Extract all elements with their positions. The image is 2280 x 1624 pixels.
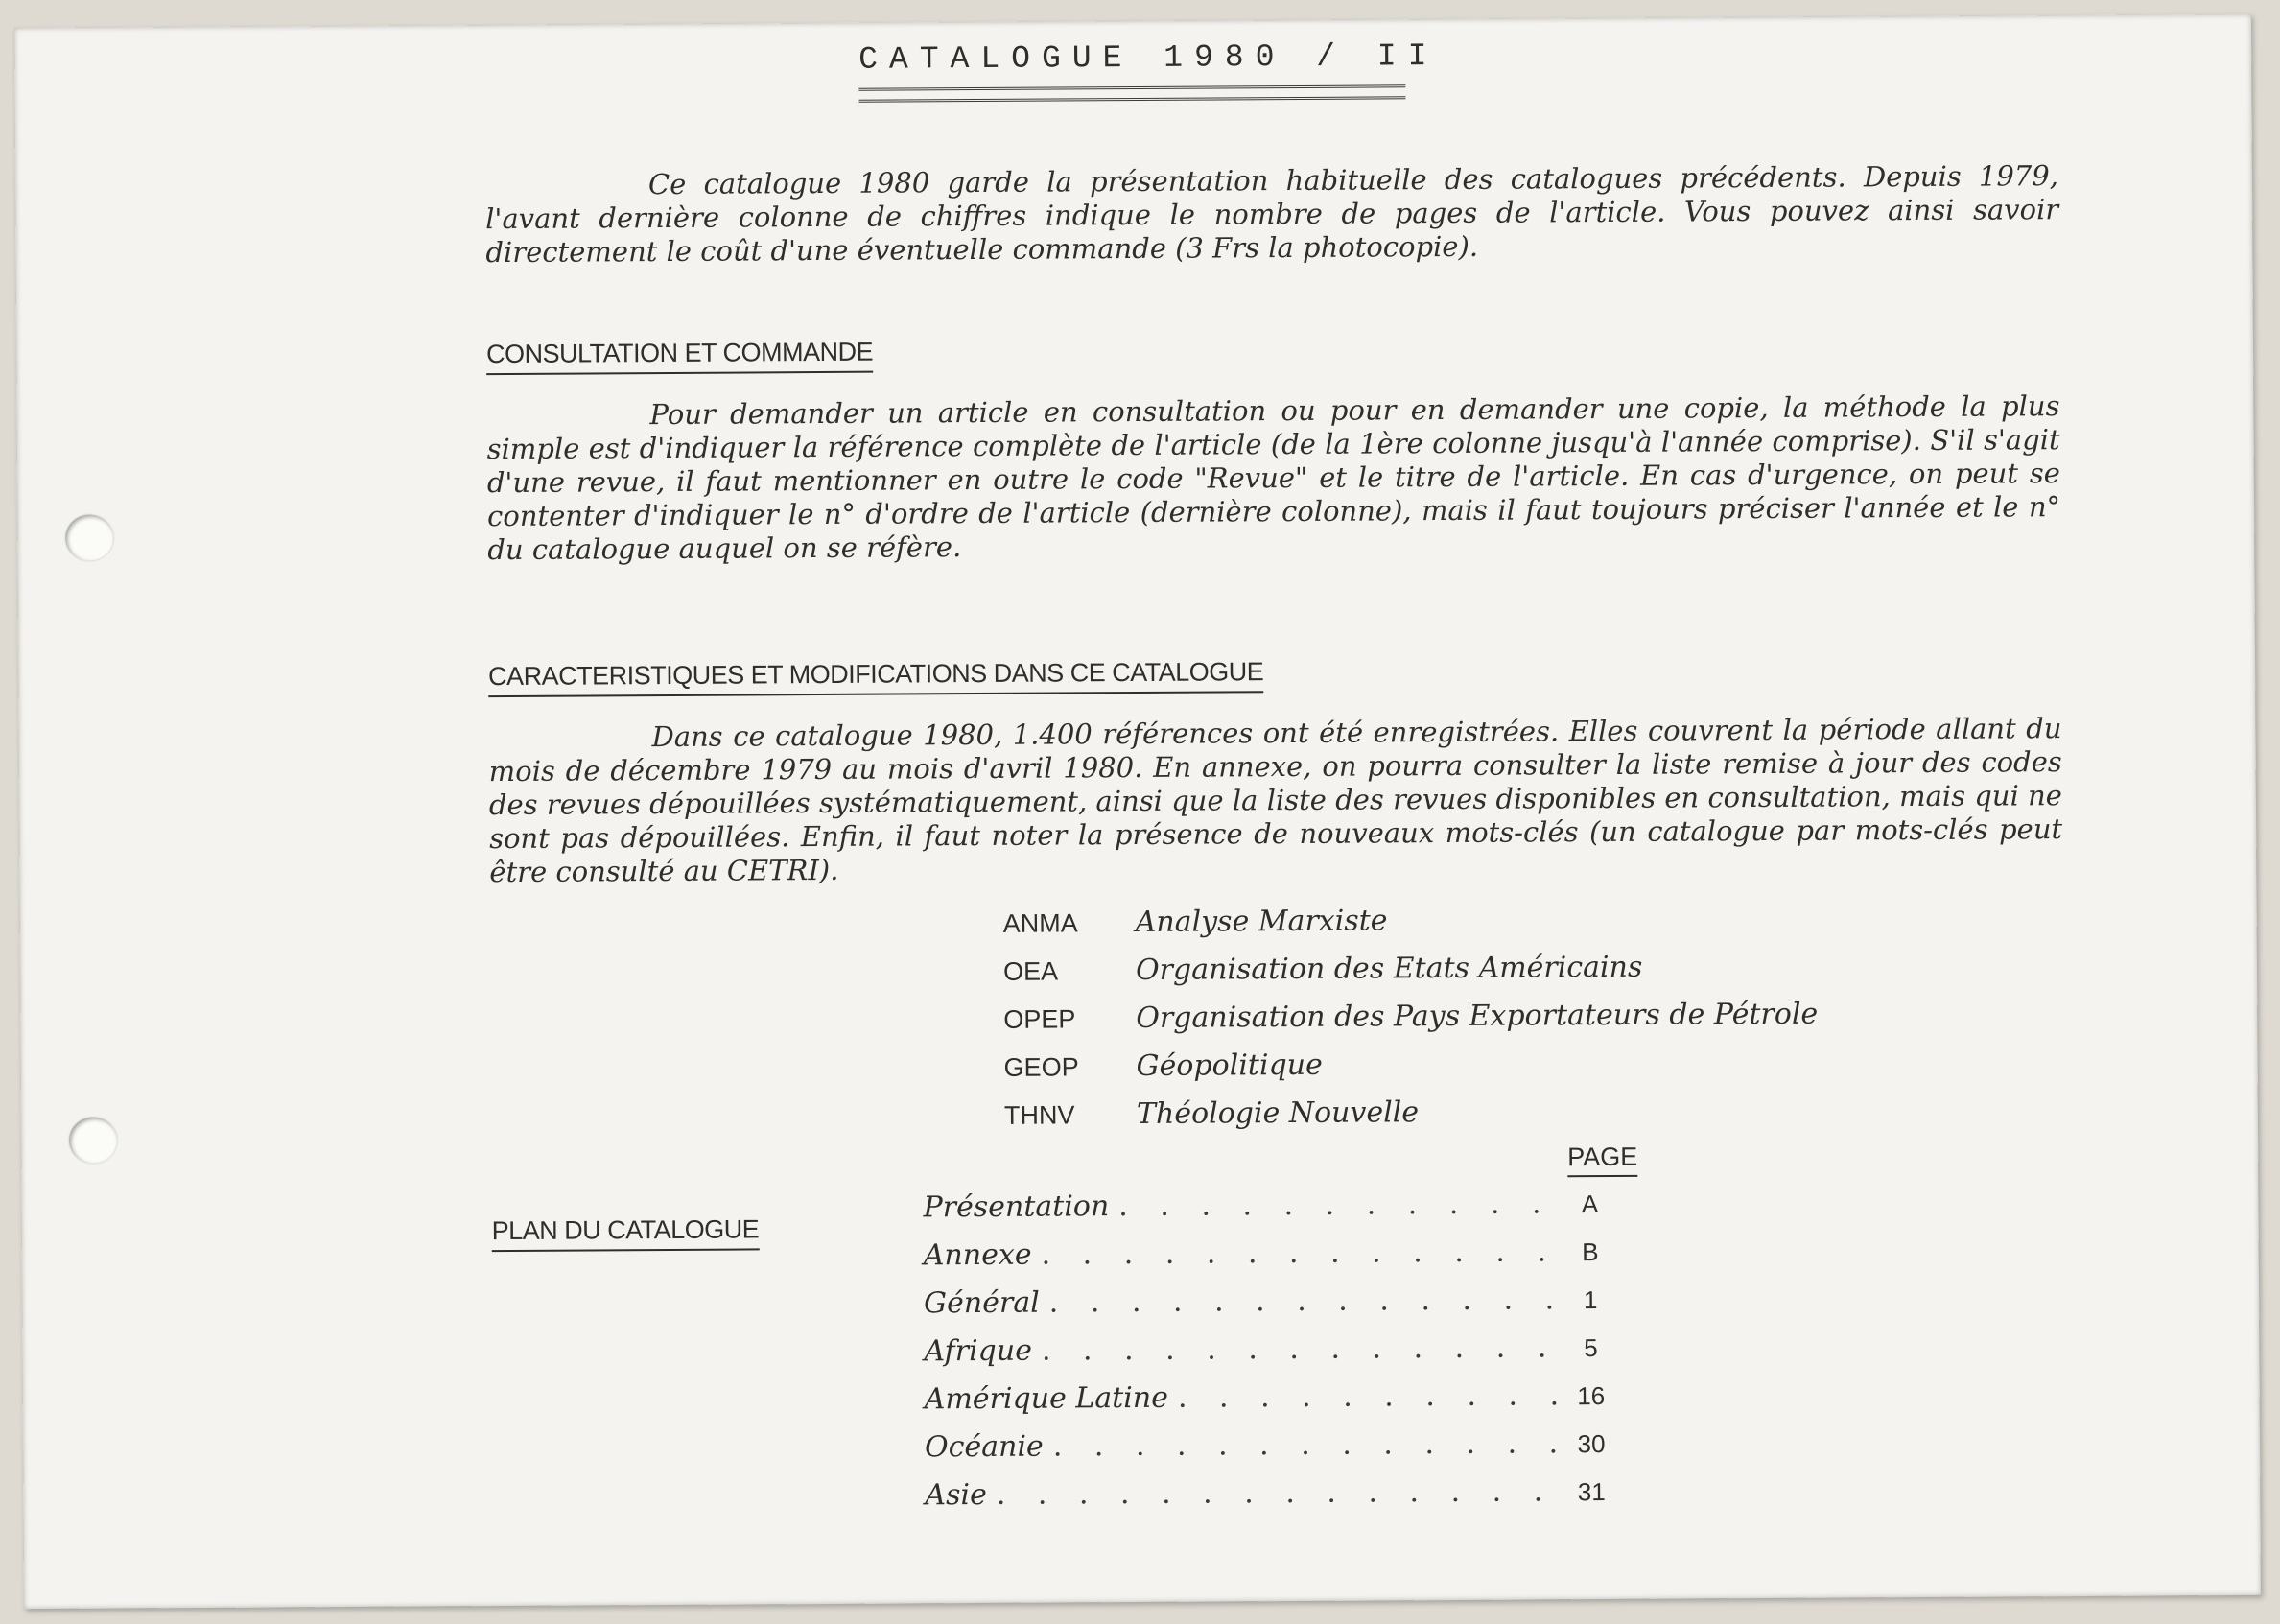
leader-dots (987, 1474, 1568, 1512)
plan-heading: PLAN DU CATALOGUE (492, 1214, 760, 1252)
plan-list (923, 1187, 1615, 1526)
keyword-code: ANMA (1002, 908, 1078, 938)
plan-item (925, 1378, 1615, 1430)
plan-item-label: Annexe (923, 1237, 1032, 1273)
plan-item-label: Afrique (924, 1333, 1033, 1369)
plan-page-column-header: PAGE (1567, 1142, 1637, 1177)
plan-item (924, 1283, 1614, 1334)
plan-item-page: A (1581, 1189, 1599, 1219)
leader-dots (1109, 1187, 1565, 1223)
binder-hole-bottom (69, 1118, 117, 1164)
plan-item-label: Présentation (923, 1189, 1110, 1225)
keyword-label: Théologie Nouvelle (1136, 1095, 1420, 1132)
keyword-code: THNV (1003, 1100, 1075, 1130)
caracteristiques-heading: CARACTERISTIQUES ET MODIFICATIONS DANS CE CATALOGUE (488, 657, 1263, 697)
plan-item-page: 30 (1577, 1429, 1606, 1459)
leader-dots (1044, 1426, 1567, 1463)
plan-item-page: 16 (1577, 1381, 1606, 1411)
keyword-item (1003, 902, 1818, 954)
page-title: CATALOGUE 1980 / II (858, 38, 1439, 78)
keyword-code: GEOP (1003, 1052, 1079, 1082)
leader-dots (1168, 1378, 1567, 1415)
keyword-item (1003, 998, 1818, 1050)
leader-dots (1040, 1283, 1567, 1319)
plan-item-label: Général (924, 1285, 1040, 1321)
plan-item (924, 1330, 1614, 1382)
intro-paragraph: Ce catalogue 1980 garde la présentation habituelle des catalogues précédents. Depuis 1979, l'avant dernière colonne de chiffres indique le nombre de pages de l'article. Vous pouvez ainsi savoir directement le coût d'une éventuelle commande (3 Frs la photocopie). (485, 159, 2059, 270)
caracteristiques-paragraph: Dans ce catalogue 1980, 1.400 références ont été enregistrées. Elles couvrent la période allant du mois de décembre 1979 au mois d'avril 1980. En annexe, on pourra consulter la liste remise à jour des codes des revues dépouillées systématiquement, ainsi que la liste des revues disponibles en consultation, mais qui ne sont pas dépouillées. Enfin, il faut noter la présence de nouveaux mots-clés (un catalogue par mots-clés peut être consulté au CETRI). (488, 712, 2063, 889)
plan-item-page: 5 (1584, 1333, 1598, 1363)
keyword-label: Analyse Marxiste (1135, 904, 1388, 940)
keyword-label: Géopolitique (1136, 1047, 1323, 1084)
keyword-item (1004, 1094, 1819, 1146)
plan-item (924, 1235, 1614, 1286)
plan-item-page: 1 (1583, 1285, 1598, 1315)
consultation-heading: CONSULTATION ET COMMANDE (486, 338, 873, 375)
keyword-label: Organisation des Pays Exportateurs de Pétrole (1136, 997, 1819, 1036)
plan-item (925, 1474, 1615, 1526)
keyword-label: Organisation des Etats Américains (1135, 950, 1643, 988)
plan-item-page: B (1582, 1237, 1599, 1267)
plan-item-label: Amérique Latine (924, 1380, 1168, 1417)
keyword-list (1003, 902, 1819, 1146)
title-underline (858, 84, 1405, 102)
document-page (14, 14, 2261, 1609)
leader-dots (1032, 1330, 1567, 1367)
keyword-item (1004, 1046, 1819, 1098)
plan-item-label: Asie (925, 1477, 987, 1513)
leader-dots (1031, 1235, 1565, 1271)
plan-item (923, 1187, 1613, 1238)
keyword-code: OPEP (1003, 1004, 1076, 1034)
plan-item-label: Océanie (924, 1429, 1044, 1465)
binder-hole-top (65, 515, 113, 561)
keyword-code: OEA (1002, 956, 1059, 986)
consultation-paragraph: Pour demander un article en consultation ou pour en demander une copie, la méthode la plus simple est d'indiquer la référence complète de l'article (de la 1ère colonne jusqu'à l'année comprise). S'il s'agit d'une revue, il faut mentionner en outre le code "Revue" et le titre de l'article. En cas d'urgence, on peut se contenter d'indiquer le n° d'ordre de l'article (dernière colonne), mais il faut toujours préciser l'année et le n° du catalogue auquel on se réfère. (486, 389, 2061, 567)
plan-item (925, 1426, 1615, 1478)
plan-item-page: 31 (1577, 1477, 1606, 1507)
keyword-item (1003, 950, 1818, 1002)
